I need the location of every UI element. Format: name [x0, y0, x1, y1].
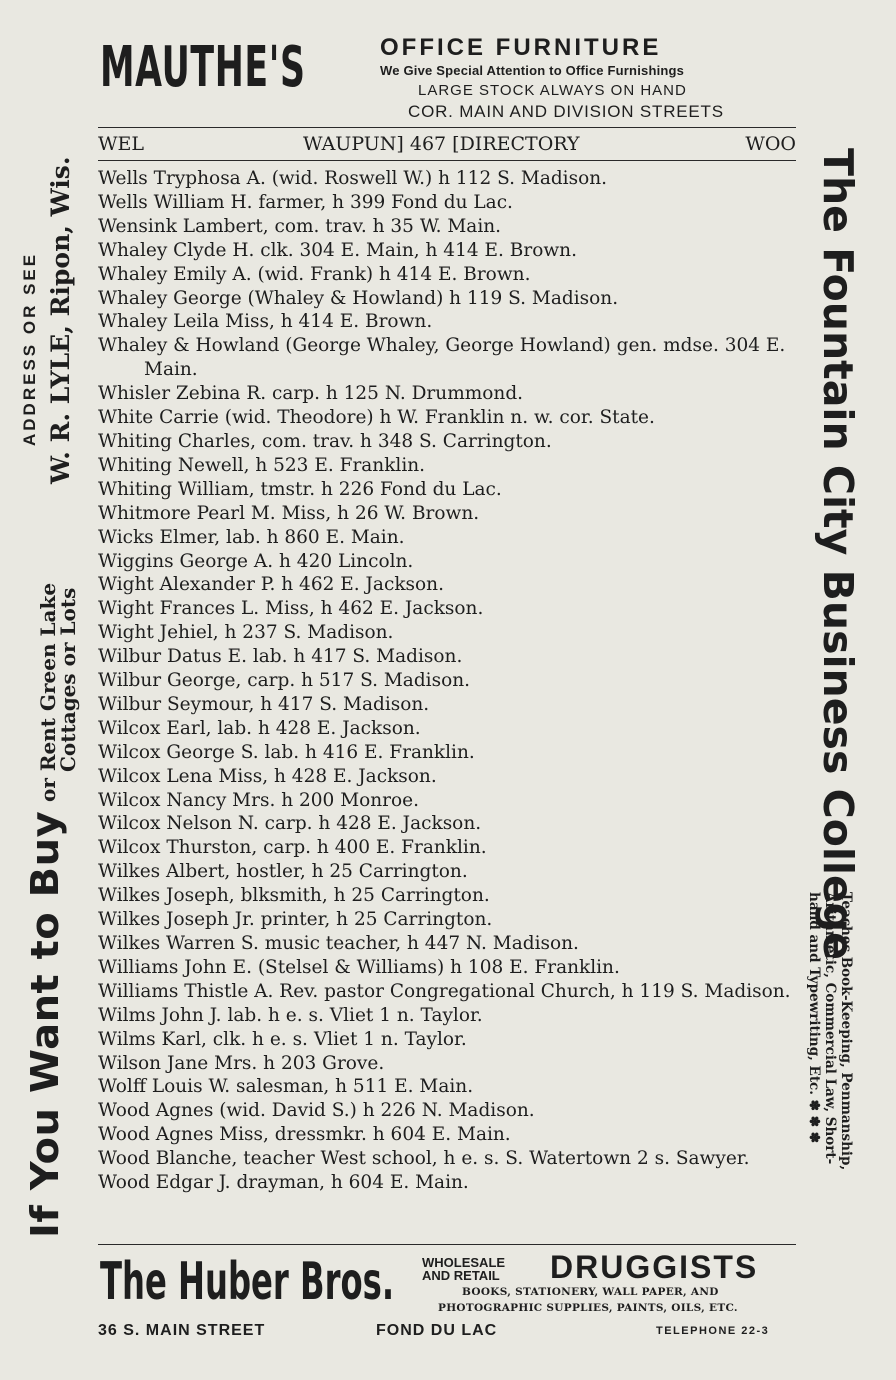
left-margin-cottages-ad: Cottages or Lots: [56, 587, 80, 772]
directory-entry: Wolff Louis W. salesman, h 511 E. Main.: [98, 1076, 474, 1098]
left-margin-buy-ad: If You Want to Buy: [24, 810, 68, 1238]
top-ad-tagline: We Give Special Attention to Office Furnishings: [380, 63, 685, 78]
directory-entry: Whiting William, tmstr. h 226 Fond du Lac.: [98, 478, 502, 500]
wholesale-label: WHOLESALE: [422, 1255, 506, 1270]
directory-entry: Wilkes Albert, hostler, h 25 Carrington.: [98, 861, 468, 883]
druggists-heading: DRUGGISTS: [550, 1249, 759, 1285]
running-header: [98, 133, 796, 159]
directory-entry: Wilcox Nelson N. carp. h 428 E. Jackson.: [98, 813, 482, 835]
retail-label: AND RETAIL: [422, 1268, 500, 1283]
left-margin-lyle-ad: W. R. LYLE, Ripon, Wis.: [46, 156, 75, 484]
directory-entry: Whiting Charles, com. trav. h 348 S. Carrington.: [98, 430, 552, 452]
directory-entry: Wilcox Thurston, carp. h 400 E. Franklin.: [98, 837, 487, 859]
directory-entry: Wilbur George, carp. h 517 S. Madison.: [98, 670, 471, 692]
directory-entry: Whaley & Howland (George Whaley, George Howland) gen. mdse. 304 E. Main.: [98, 335, 786, 381]
directory-entry: Wight Jehiel, h 237 S. Madison.: [98, 622, 394, 644]
right-margin-teaches-3: hand and Typewriting, Etc. ✽ ✽ ✽: [806, 892, 822, 1144]
directory-entry: Wood Agnes Miss, dressmkr. h 604 E. Main.: [98, 1124, 511, 1146]
directory-entry: Wilkes Joseph Jr. printer, h 25 Carrington.: [98, 909, 493, 931]
huber-telephone: TELEPHONE 22-3: [656, 1325, 770, 1337]
directory-entry: Williams John E. (Stelsel & Williams) h 108 E. Franklin.: [98, 956, 620, 978]
right-margin-teaches-1: Teaches Book-Keeping, Penmanship,: [838, 892, 854, 1171]
directory-entry: Whaley Emily A. (wid. Frank) h 414 E. Brown.: [98, 263, 531, 285]
directory-entry: Wilcox Earl, lab. h 428 E. Jackson.: [98, 717, 421, 739]
directory-entry: Wight Frances L. Miss, h 462 E. Jackson.: [98, 598, 484, 620]
directory-entry: Wilbur Seymour, h 417 S. Madison.: [98, 693, 430, 715]
directory-entry: Wilson Jane Mrs. h 203 Grove.: [98, 1052, 385, 1074]
header-left-guide: WEL: [98, 133, 145, 155]
directory-entry: Wilms Karl, clk. h e. s. Vliet 1 n. Taylor.: [98, 1028, 467, 1050]
directory-entry: Whisler Zebina R. carp. h 125 N. Drummond.: [98, 383, 524, 405]
directory-entry: Wilkes Warren S. music teacher, h 447 N. Madison.: [98, 933, 579, 954]
druggists-products-2: PHOTOGRAPHIC SUPPLIES, PAINTS, OILS, ETC.: [438, 1302, 738, 1314]
directory-entry: Wiggins George A. h 420 Lincoln.: [98, 550, 414, 572]
top-ad-stock: LARGE STOCK ALWAYS ON HAND: [418, 82, 687, 99]
directory-entry: Wight Alexander P. h 462 E. Jackson.: [98, 574, 444, 596]
top-ad-headline: OFFICE FURNITURE: [380, 34, 662, 61]
right-margin-teaches-2: Arithmetic, Commercial Law, Short-: [822, 892, 838, 1165]
directory-entry: Wilbur Datus E. lab. h 417 S. Madison.: [98, 646, 463, 668]
directory-entry: Wood Agnes (wid. David S.) h 226 N. Madison.: [98, 1100, 535, 1122]
directory-entry: Wilcox Nancy Mrs. h 200 Monroe.: [98, 789, 419, 811]
directory-entry: Whaley Leila Miss, h 414 E. Brown.: [98, 311, 433, 333]
mauthes-brand: MAUTHE'S: [100, 35, 306, 100]
header-rule-bottom: [98, 160, 796, 161]
directory-entry: Wilms John J. lab. h e. s. Vliet 1 n. Taylor.: [98, 1004, 483, 1026]
directory-entry: Wood Edgar J. drayman, h 604 E. Main.: [98, 1172, 469, 1194]
right-margin-college-ad: The Fountain City Business College: [814, 148, 862, 960]
directory-entry: Wilcox Lena Miss, h 428 E. Jackson.: [98, 765, 437, 787]
druggists-products-1: BOOKS, STATIONERY, WALL PAPER, AND: [462, 1286, 719, 1298]
directory-entry: Wells Tryphosa A. (wid. Roswell W.) h 112 S. Madison.: [98, 168, 608, 189]
huber-bros-brand: The Huber Bros.: [100, 1252, 395, 1312]
directory-entry: Wells William H. farmer, h 399 Fond du Lac.: [98, 191, 513, 213]
directory-entry: Whaley George (Whaley & Howland) h 119 S. Madison.: [98, 287, 619, 309]
top-ad-address: COR. MAIN AND DIVISION STREETS: [408, 102, 724, 121]
directory-entry: Wood Blanche, teacher West school, h e. s. S. Watertown 2 s. Sawyer.: [98, 1148, 750, 1170]
header-page-info: WAUPUN] 467 [DIRECTORY: [303, 133, 580, 155]
directory-entry: Wensink Lambert, com. trav. h 35 W. Main.: [98, 215, 502, 237]
huber-city: FOND DU LAC: [376, 1322, 498, 1339]
header-right-guide: WOO: [745, 133, 796, 155]
directory-entries: [98, 167, 798, 1195]
left-margin-rent-ad: or Rent Green Lake: [36, 582, 60, 802]
directory-entry: Whitmore Pearl M. Miss, h 26 W. Brown.: [98, 502, 480, 524]
directory-entry: Whaley Clyde H. clk. 304 E. Main, h 414 E. Brown.: [98, 239, 577, 261]
directory-entry: Williams Thistle A. Rev. pastor Congregational Church, h 119 S. Madison.: [98, 980, 791, 1002]
directory-entry: Wicks Elmer, lab. h 860 E. Main.: [98, 526, 405, 548]
wholesale-retail-label: [422, 1256, 505, 1282]
huber-street: 36 S. MAIN STREET: [98, 1322, 266, 1339]
directory-entry: Wilkes Joseph, blksmith, h 25 Carrington.: [98, 885, 490, 907]
header-rule-top: [98, 127, 796, 128]
directory-entry: Wilcox George S. lab. h 416 E. Franklin.: [98, 741, 475, 763]
directory-entry: White Carrie (wid. Theodore) h W. Franklin n. w. cor. State.: [98, 407, 655, 429]
left-margin-address-label: ADDRESS OR SEE: [20, 251, 39, 446]
footer-rule: [98, 1244, 796, 1245]
directory-entry: Whiting Newell, h 523 E. Franklin.: [98, 454, 426, 476]
